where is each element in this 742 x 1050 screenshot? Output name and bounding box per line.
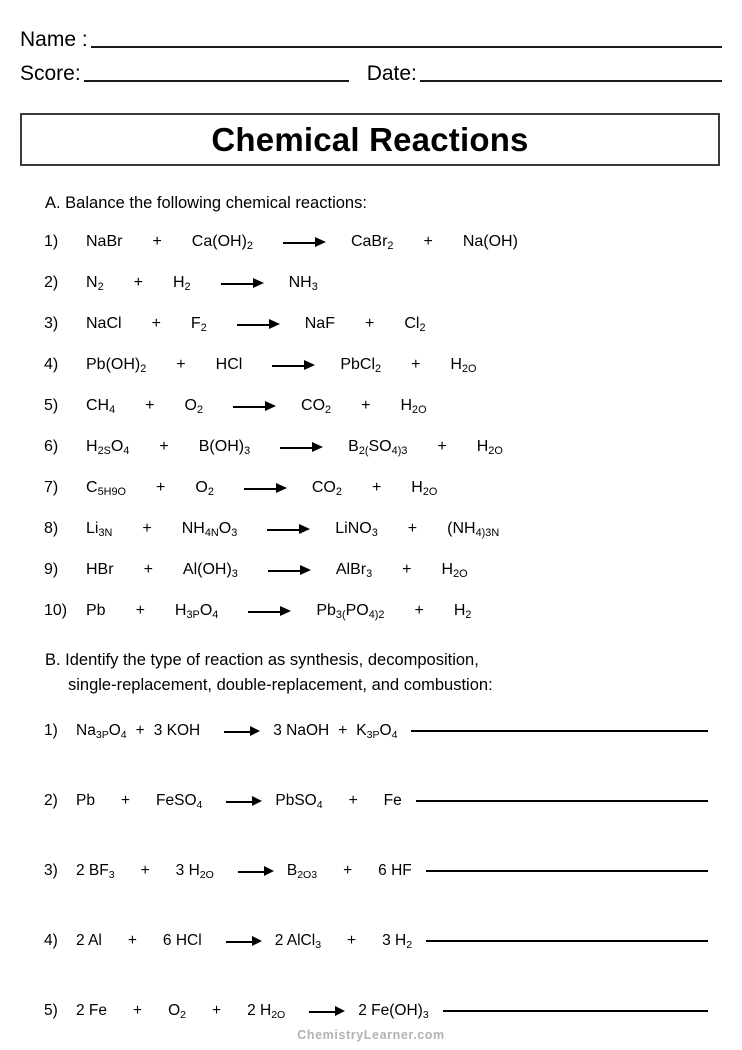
section-a-heading: A. Balance the following chemical reactions: [45,194,367,212]
section-a-equation-row[interactable] [44,517,724,541]
product-formula: 2 AlCl$_3$ [274,932,322,951]
reactant-formula: 2 $H_{2O}$ [247,1002,286,1021]
reactant-formula: FeSO$_4$ [156,792,203,811]
equation-body [86,233,724,251]
equation-number: 5) [44,1002,58,1019]
plus-sign: + [151,315,161,332]
reaction-arrow-icon [233,400,279,412]
section-b-heading-line1: B. Identify the type of reaction as synthesis, decomposition, [45,651,479,669]
plus-sign: + [143,561,153,578]
equation-number: 6) [44,438,59,455]
reactant-formula: $NH_{4N}O_3$ [181,520,238,540]
reaction-arrow-icon [221,277,267,289]
section-b-equation-row[interactable] [44,859,724,883]
reactant-formula: $O_2$ [195,479,214,499]
equation-number: 4) [44,356,59,373]
reactant-formula: $Pb(OH)_2$ [86,356,147,376]
section-b-equation-row[interactable] [44,789,724,813]
worksheet-header [20,18,722,86]
equation-body [86,397,724,415]
plus-sign: + [142,520,152,537]
product-formula: AlBr$_3$ [335,561,373,581]
reaction-arrow-icon [234,865,278,877]
section-a-equation-row[interactable] [44,476,724,500]
equation-number: 7) [44,479,59,496]
plus-sign: + [127,932,137,949]
equation-number: 1) [44,722,58,739]
reactant-formula: NaCl [86,315,122,332]
plus-sign: + [371,479,382,496]
reactant-formula: $O_2$ [168,1002,186,1021]
reactant-formula: $O_2$ [184,397,204,417]
section-a-equation-row[interactable] [44,271,724,295]
section-a-equation-row[interactable] [44,230,724,254]
equation-body [86,561,724,579]
product-formula: PbSO$_4$ [275,792,323,811]
product-formula: CaBr$_2$ [350,233,394,253]
reactant-formula: $H_2$ [172,274,191,294]
reactant-formula: 2 $BF_3$ [76,862,115,881]
product-formula: Na(OH) [462,233,518,250]
equation-body [76,1002,429,1020]
date-label: Date: [366,62,417,85]
section-b-heading [45,648,705,698]
reactant-formula: 3 $H_{2O}$ [175,862,214,881]
plus-sign: + [140,862,150,879]
equation-body [76,862,412,880]
section-a-equation-row[interactable] [44,599,724,623]
plus-sign: + [135,602,145,619]
product-formula: 3 $H_2$ [382,932,413,951]
plus-sign: + [133,274,143,291]
reactant-formula: $N_2$ [86,274,104,294]
product-formula: NaF [304,315,335,332]
equation-number: 3) [44,315,59,332]
product-formula: $H_{2O}$ [411,479,438,499]
equation-number: 1) [44,233,59,250]
answer-write-line[interactable] [426,870,708,872]
product-formula: Fe [383,792,402,809]
section-b-equation-row[interactable] [44,999,724,1023]
plus-sign: + [402,561,412,578]
product-formula: PbCl$_2$ [340,356,382,376]
product-formula: LiNO$_3$ [335,520,378,540]
reactant-formula: Pb [86,602,106,619]
product-formula: $H_2$ [453,602,472,622]
reactant-formula: $H_{2S}O_4$ [86,438,130,458]
reactant-formula: 3 KOH [153,722,201,739]
product-formula: 6 HF [378,862,412,879]
equation-number: 2) [44,274,59,291]
equation-body [76,792,402,810]
equation-number: 2) [44,792,58,809]
score-label: Score: [20,62,81,85]
equation-body [86,356,724,374]
section-b-equation-row[interactable] [44,929,724,953]
equation-body [76,722,397,740]
reactant-formula: 2 Fe [76,1002,108,1019]
product-formula: 3 NaOH [273,722,330,739]
reactant-formula: NaBr [86,233,123,250]
name-label: Name : [20,28,88,51]
reactant-formula: $CH_4$ [86,397,116,417]
reaction-arrow-icon [248,605,294,617]
section-a-equation-row[interactable] [44,558,724,582]
section-b-heading-line2: single-replacement, double-replacement, and combustion: [68,676,493,694]
reactant-formula: $C_{5H9O}$ [86,479,127,499]
product-formula: $CO_2$ [311,479,342,499]
product-formula: $Cl_2$ [404,315,426,335]
plus-sign: + [156,479,166,496]
reactant-formula: $Na_{3P}O_4$ [76,722,127,741]
section-a-equation-row[interactable] [44,312,724,336]
plus-sign: + [343,862,353,879]
reactant-formula: $Al(OH)_3$ [182,561,238,581]
product-formula: $H_{2O}$ [476,438,503,458]
name-row [20,18,722,52]
score-date-row [20,52,722,86]
equation-body [86,520,724,538]
reaction-arrow-icon [280,441,326,453]
plus-sign: + [423,233,433,250]
product-formula: ($NH_{4)3N}$ [447,520,500,540]
product-formula: $H_{2O}$ [441,561,468,581]
equation-number: 8) [44,520,59,537]
plus-sign: + [361,397,371,414]
reaction-arrow-icon [267,523,313,535]
reaction-arrow-icon [244,482,290,494]
plus-sign: + [407,520,418,537]
plus-sign: + [145,397,155,414]
reaction-arrow-icon [268,564,314,576]
plus-sign: + [133,1002,143,1019]
reactant-formula: 2 Al [76,932,102,949]
section-b-equation-row[interactable] [44,719,724,743]
reactant-formula: 6 HCl [162,932,202,949]
plus-sign: + [120,792,131,809]
equation-number: 4) [44,932,58,949]
reaction-arrow-icon [222,795,266,807]
plus-sign: + [411,356,421,373]
section-a-equation-row[interactable] [44,353,724,377]
equation-body [86,602,724,620]
plus-sign: + [437,438,447,455]
plus-sign: + [364,315,375,332]
answer-write-line[interactable] [426,940,708,942]
reaction-arrow-icon [220,725,264,737]
equation-number: 5) [44,397,59,414]
product-formula: $NH_3$ [288,274,318,294]
reaction-arrow-icon [222,935,266,947]
plus-sign: + [347,932,357,949]
plus-sign: + [152,233,162,250]
plus-sign: + [348,792,358,809]
equation-number: 9) [44,561,59,578]
name-write-line[interactable] [91,46,722,48]
product-formula: $H_{2O}$ [400,397,427,417]
plus-sign: + [338,722,348,739]
reactant-formula: $H_{3P}O_4$ [174,602,219,622]
reaction-arrow-icon [283,236,329,248]
title-box [20,113,720,166]
plus-sign: + [176,356,186,373]
answer-write-line[interactable] [443,1010,708,1012]
reactant-formula: $Ca(OH)_2$ [191,233,253,253]
product-formula: $K_{3P}O_4$ [356,722,398,741]
section-a-equation-row[interactable] [44,394,724,418]
plus-sign: + [159,438,169,455]
site-watermark: ChemistryLearner.com [297,1028,445,1042]
product-formula: $H_{2O}$ [450,356,477,376]
reaction-arrow-icon [237,318,283,330]
equation-number: 10) [44,602,68,619]
product-formula: $CO_2$ [301,397,332,417]
reaction-arrow-icon [272,359,318,371]
page-title: Chemical Reactions [211,121,529,158]
section-a-equation-row[interactable] [44,435,724,459]
reactant-formula: $F_2$ [190,315,207,335]
product-formula: 2 $Fe(OH)_3$ [358,1002,429,1021]
product-formula: $B_{2O3}$ [286,862,318,881]
reactant-formula: $B(OH)_3$ [198,438,251,458]
reaction-arrow-icon [305,1005,349,1017]
equation-body [86,274,724,292]
reactant-formula: HCl [215,356,243,373]
score-write-line[interactable] [84,80,349,82]
reactant-formula: $Li_{3N}$ [86,520,113,540]
plus-sign: + [414,602,424,619]
reactant-formula: Pb [76,792,95,809]
answer-write-line[interactable] [416,800,708,802]
equation-body [76,932,412,950]
product-formula: $Pb_{3(}PO_{4)2}$ [316,602,385,622]
equation-number: 3) [44,862,58,879]
reactant-formula: HBr [86,561,114,578]
equation-body [86,315,724,333]
answer-write-line[interactable] [411,730,708,732]
equation-body [86,479,724,497]
plus-sign: + [212,1002,222,1019]
date-write-line[interactable] [420,80,722,82]
plus-sign: + [135,722,145,739]
equation-body [86,438,724,456]
product-formula: $B_{2(}SO_{4)3}$ [348,438,408,458]
